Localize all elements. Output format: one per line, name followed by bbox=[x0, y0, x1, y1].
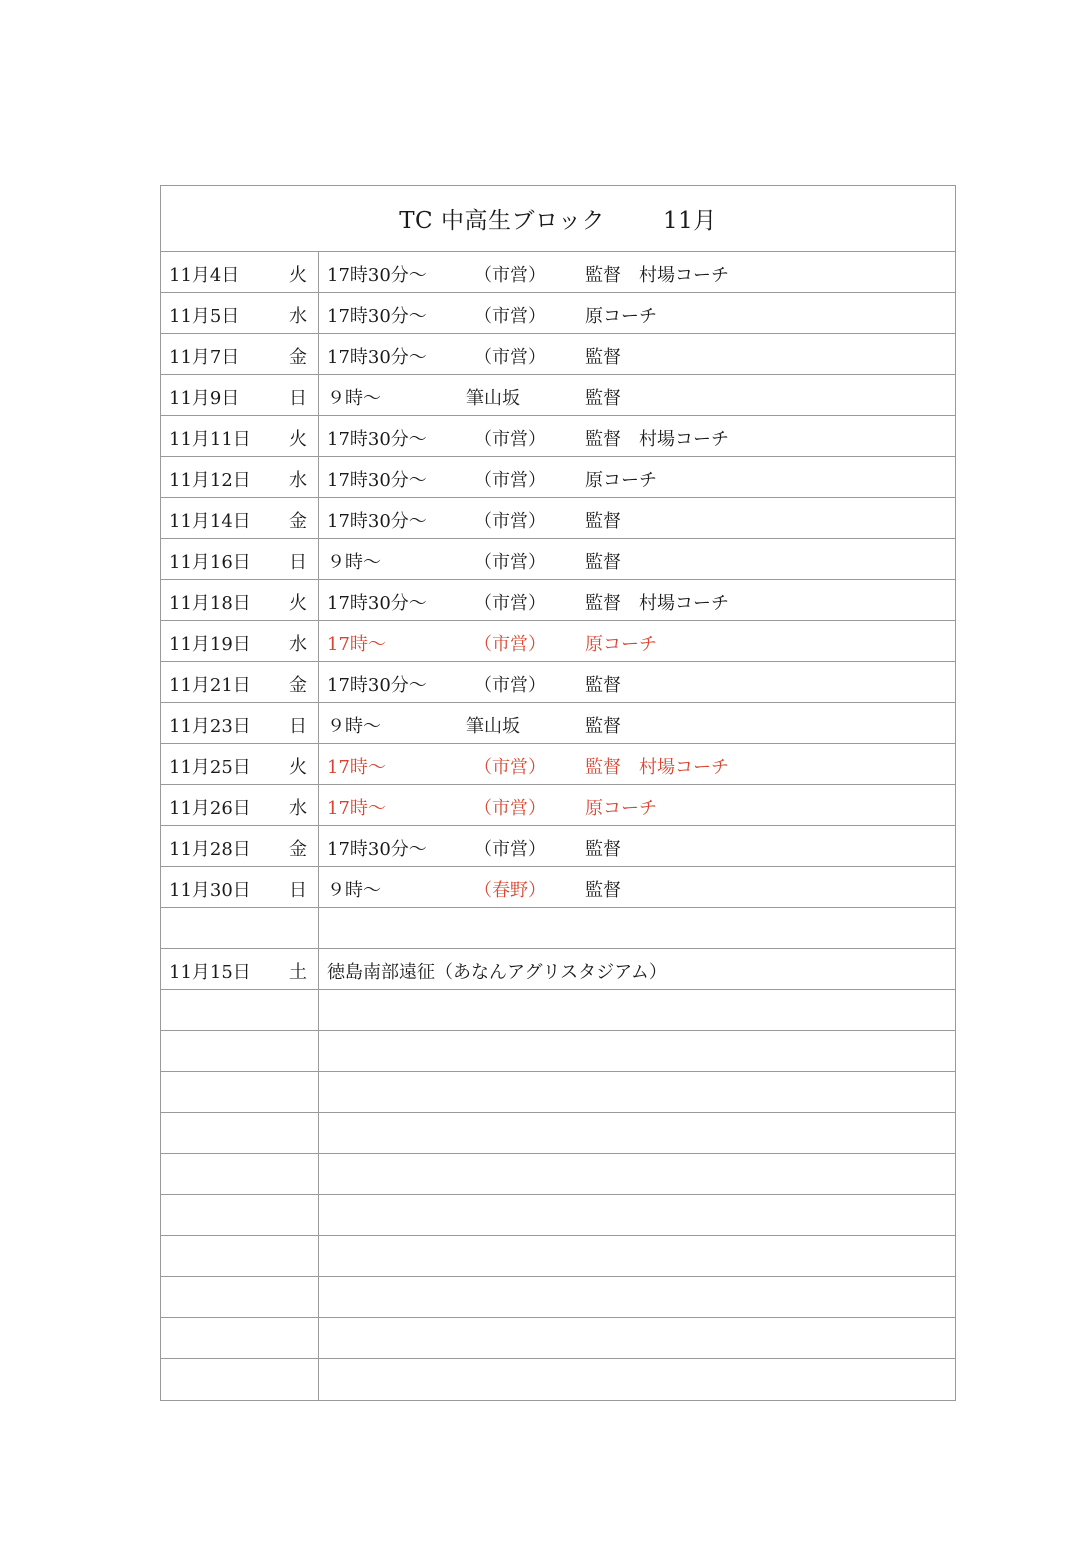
date-cell bbox=[161, 293, 319, 333]
time-text: ９時〜 bbox=[327, 716, 381, 737]
table-row-empty bbox=[161, 1113, 955, 1154]
date-cell bbox=[161, 1359, 319, 1400]
date-cell bbox=[161, 826, 319, 866]
date-text: 11月14日 bbox=[169, 511, 251, 532]
date-cell bbox=[161, 1277, 319, 1317]
info-cell bbox=[319, 375, 955, 415]
weekday-text: 日 bbox=[289, 388, 307, 409]
info-cell bbox=[319, 334, 955, 374]
time-text: ９時〜 bbox=[327, 880, 381, 901]
table-row-empty bbox=[161, 1072, 955, 1113]
table-row-empty bbox=[161, 1154, 955, 1195]
info-cell bbox=[319, 1195, 955, 1235]
info-cell bbox=[319, 908, 955, 948]
place-text: （春野） bbox=[474, 880, 546, 901]
staff-text: 監督 村場コーチ bbox=[585, 757, 729, 778]
time-text: 17時30分〜 bbox=[327, 839, 427, 860]
date-text: 11月9日 bbox=[169, 388, 240, 409]
staff-text: 監督 村場コーチ bbox=[585, 593, 729, 614]
place-text: （市営） bbox=[474, 839, 546, 860]
staff-text: 監督 bbox=[585, 716, 621, 737]
date-cell bbox=[161, 252, 319, 292]
info-cell bbox=[319, 867, 955, 907]
staff-text: 監督 bbox=[585, 552, 621, 573]
staff-text: 監督 bbox=[585, 880, 621, 901]
staff-text: 監督 bbox=[585, 839, 621, 860]
time-text: 17時30分〜 bbox=[327, 306, 427, 327]
event-text: 徳島南部遠征（あなんアグリスタジアム） bbox=[327, 962, 667, 983]
place-text: （市営） bbox=[474, 798, 546, 819]
date-text: 11月7日 bbox=[169, 347, 240, 368]
weekday-text: 火 bbox=[289, 429, 307, 450]
info-cell bbox=[319, 580, 955, 620]
place-text: （市営） bbox=[474, 429, 546, 450]
time-text: 17時30分〜 bbox=[327, 429, 427, 450]
table-row-empty bbox=[161, 1195, 955, 1236]
time-text: 17時30分〜 bbox=[327, 593, 427, 614]
date-cell bbox=[161, 1031, 319, 1071]
date-cell bbox=[161, 539, 319, 579]
date-cell bbox=[161, 949, 319, 989]
weekday-text: 水 bbox=[289, 470, 307, 491]
info-cell bbox=[319, 703, 955, 743]
table-row bbox=[161, 949, 955, 990]
place-text: （市営） bbox=[474, 347, 546, 368]
info-cell bbox=[319, 1318, 955, 1358]
time-text: 17時〜 bbox=[327, 634, 386, 655]
date-cell bbox=[161, 662, 319, 702]
date-cell bbox=[161, 457, 319, 497]
date-text: 11月23日 bbox=[169, 716, 251, 737]
table-row bbox=[161, 334, 955, 375]
info-cell bbox=[319, 1072, 955, 1112]
date-text: 11月11日 bbox=[169, 429, 251, 450]
date-cell bbox=[161, 1195, 319, 1235]
info-cell bbox=[319, 1113, 955, 1153]
time-text: ９時〜 bbox=[327, 552, 381, 573]
date-cell bbox=[161, 334, 319, 374]
weekday-text: 日 bbox=[289, 552, 307, 573]
date-text: 11月21日 bbox=[169, 675, 251, 696]
place-text: （市営） bbox=[474, 470, 546, 491]
weekday-text: 金 bbox=[289, 839, 307, 860]
table-row bbox=[161, 416, 955, 457]
place-text: （市営） bbox=[474, 306, 546, 327]
info-cell bbox=[319, 1277, 955, 1317]
weekday-text: 水 bbox=[289, 634, 307, 655]
place-text: （市営） bbox=[474, 265, 546, 286]
date-text: 11月30日 bbox=[169, 880, 251, 901]
staff-text: 監督 bbox=[585, 347, 621, 368]
date-text: 11月25日 bbox=[169, 757, 251, 778]
date-text: 11月28日 bbox=[169, 839, 251, 860]
place-text: （市営） bbox=[474, 675, 546, 696]
table-row bbox=[161, 375, 955, 416]
date-text: 11月16日 bbox=[169, 552, 251, 573]
table-row bbox=[161, 539, 955, 580]
table-title-row bbox=[161, 186, 955, 252]
weekday-text: 火 bbox=[289, 265, 307, 286]
info-cell bbox=[319, 990, 955, 1030]
info-cell bbox=[319, 662, 955, 702]
place-text: （市営） bbox=[474, 593, 546, 614]
schedule-rows bbox=[161, 252, 955, 1400]
table-row-empty bbox=[161, 1236, 955, 1277]
table-row bbox=[161, 744, 955, 785]
date-cell bbox=[161, 1154, 319, 1194]
table-row bbox=[161, 785, 955, 826]
info-cell bbox=[319, 1154, 955, 1194]
info-cell bbox=[319, 252, 955, 292]
weekday-text: 水 bbox=[289, 798, 307, 819]
info-cell bbox=[319, 293, 955, 333]
info-cell bbox=[319, 1236, 955, 1276]
info-cell bbox=[319, 1031, 955, 1071]
info-cell bbox=[319, 744, 955, 784]
staff-text: 監督 村場コーチ bbox=[585, 265, 729, 286]
weekday-text: 土 bbox=[289, 962, 307, 983]
table-row bbox=[161, 580, 955, 621]
info-cell bbox=[319, 1359, 955, 1400]
staff-text: 監督 bbox=[585, 388, 621, 409]
place-text: （市営） bbox=[474, 634, 546, 655]
table-row bbox=[161, 662, 955, 703]
info-cell bbox=[319, 457, 955, 497]
place-text: （市営） bbox=[474, 757, 546, 778]
date-cell bbox=[161, 621, 319, 661]
info-cell bbox=[319, 826, 955, 866]
info-cell bbox=[319, 949, 955, 989]
weekday-text: 火 bbox=[289, 757, 307, 778]
date-cell bbox=[161, 580, 319, 620]
table-row-empty bbox=[161, 1359, 955, 1400]
time-text: ９時〜 bbox=[327, 388, 381, 409]
date-cell bbox=[161, 703, 319, 743]
table-row-empty bbox=[161, 1318, 955, 1359]
date-cell bbox=[161, 416, 319, 456]
place-text: （市営） bbox=[474, 552, 546, 573]
table-row-empty bbox=[161, 1277, 955, 1318]
time-text: 17時30分〜 bbox=[327, 511, 427, 532]
weekday-text: 金 bbox=[289, 511, 307, 532]
weekday-text: 金 bbox=[289, 347, 307, 368]
info-cell bbox=[319, 621, 955, 661]
table-row bbox=[161, 867, 955, 908]
weekday-text: 水 bbox=[289, 306, 307, 327]
time-text: 17時30分〜 bbox=[327, 265, 427, 286]
table-row-empty bbox=[161, 1031, 955, 1072]
table-row-empty bbox=[161, 908, 955, 949]
table-title: TC 中高生ブロック bbox=[399, 208, 605, 234]
date-cell bbox=[161, 1236, 319, 1276]
place-text: 筆山坂 bbox=[466, 716, 520, 737]
table-row bbox=[161, 293, 955, 334]
table-row bbox=[161, 826, 955, 867]
weekday-text: 日 bbox=[289, 880, 307, 901]
date-cell bbox=[161, 990, 319, 1030]
time-text: 17時30分〜 bbox=[327, 347, 427, 368]
table-row bbox=[161, 457, 955, 498]
table-row bbox=[161, 621, 955, 662]
staff-text: 監督 bbox=[585, 511, 621, 532]
date-text: 11月19日 bbox=[169, 634, 251, 655]
date-cell bbox=[161, 1072, 319, 1112]
weekday-text: 金 bbox=[289, 675, 307, 696]
staff-text: 監督 bbox=[585, 675, 621, 696]
date-cell bbox=[161, 375, 319, 415]
info-cell bbox=[319, 539, 955, 579]
info-cell bbox=[319, 785, 955, 825]
table-month: 11月 bbox=[663, 208, 717, 234]
date-cell bbox=[161, 744, 319, 784]
table-row bbox=[161, 252, 955, 293]
info-cell bbox=[319, 498, 955, 538]
date-cell bbox=[161, 498, 319, 538]
date-cell bbox=[161, 908, 319, 948]
date-cell bbox=[161, 1113, 319, 1153]
schedule-table bbox=[160, 185, 956, 1401]
staff-text: 原コーチ bbox=[585, 470, 657, 491]
date-cell bbox=[161, 1318, 319, 1358]
staff-text: 原コーチ bbox=[585, 306, 657, 327]
info-cell bbox=[319, 416, 955, 456]
weekday-text: 日 bbox=[289, 716, 307, 737]
staff-text: 監督 村場コーチ bbox=[585, 429, 729, 450]
date-cell bbox=[161, 785, 319, 825]
time-text: 17時30分〜 bbox=[327, 470, 427, 491]
date-text: 11月4日 bbox=[169, 265, 240, 286]
date-text: 11月5日 bbox=[169, 306, 240, 327]
time-text: 17時〜 bbox=[327, 757, 386, 778]
staff-text: 原コーチ bbox=[585, 634, 657, 655]
table-row bbox=[161, 498, 955, 539]
date-text: 11月18日 bbox=[169, 593, 251, 614]
place-text: （市営） bbox=[474, 511, 546, 532]
date-cell bbox=[161, 867, 319, 907]
date-text: 11月12日 bbox=[169, 470, 251, 491]
date-text: 11月26日 bbox=[169, 798, 251, 819]
date-text: 11月15日 bbox=[169, 962, 251, 983]
table-row-empty bbox=[161, 990, 955, 1031]
staff-text: 原コーチ bbox=[585, 798, 657, 819]
time-text: 17時〜 bbox=[327, 798, 386, 819]
place-text: 筆山坂 bbox=[466, 388, 520, 409]
table-row bbox=[161, 703, 955, 744]
weekday-text: 火 bbox=[289, 593, 307, 614]
time-text: 17時30分〜 bbox=[327, 675, 427, 696]
